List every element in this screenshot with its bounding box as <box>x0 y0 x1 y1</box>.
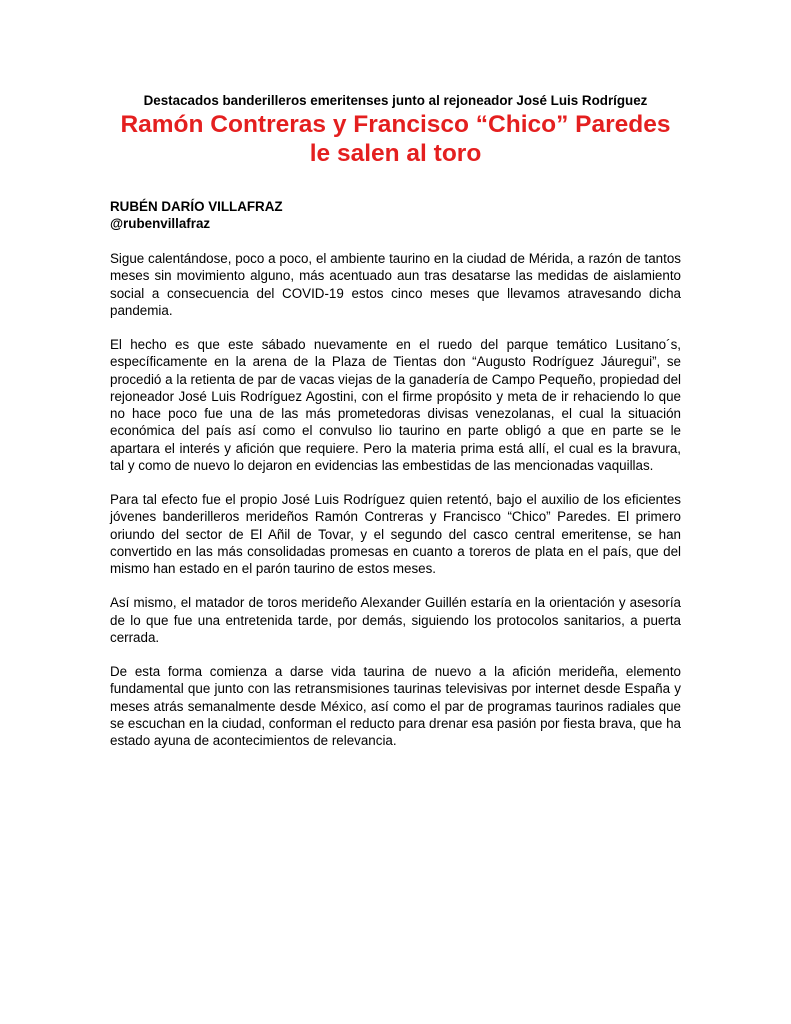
author-name: RUBÉN DARÍO VILLAFRAZ <box>110 199 283 214</box>
body-paragraph: Sigue calentándose, poco a poco, el ambiente taurino en la ciudad de Mérida, a razón de tantos meses sin movimiento alguno, más acentuado aun tras desatarse las medidas de aislamiento social a consecuencia del COVID-19 estos cinco meses que llevamos atravesando dicha pandemia. <box>110 251 681 318</box>
article-kicker: Destacados banderilleros emeritenses junto al rejoneador José Luis Rodríguez <box>143 93 648 108</box>
article-headline: Ramón Contreras y Francisco “Chico” Paredes le salen al toro <box>120 111 671 167</box>
body-paragraph: El hecho es que este sábado nuevamente en el ruedo del parque temático Lusitano´s, específicamente en la arena de la Plaza de Tientas don “Augusto Rodríguez Jáuregui”, se procedió a la retienta de par de vacas viejas de la ganadería de Campo Pequeño, propiedad del rejoneador José Luis Rodríguez Agostini, con el firme propósito y meta de ir rehaciendo lo que no hace poco fue una de las más prometedoras divisas venezolanas, el cual la situación económica del país así como el convulso lio taurino en parte obligó a que en parte se le apartara el interés y afición que requiere. Pero la materia prima está allí, el cual es la bravura, tal y como de nuevo lo dejaron en evidencias las embestidas de las mencionadas vaquillas. <box>110 337 681 473</box>
article-body <box>110 250 681 749</box>
body-paragraph: Para tal efecto fue el propio José Luis Rodríguez quien retentó, bajo el auxilio de los eficientes jóvenes banderilleros merideños Ramón Contreras y Francisco “Chico” Paredes. El primero oriundo del sector de El Añil de Tovar, y el segundo del casco central emeritense, se han convertido en las más consolidadas promesas en cuanto a toreros de plata en el país, que del mismo han estado en el parón taurino de estos meses. <box>110 492 681 576</box>
body-paragraph: Así mismo, el matador de toros merideño Alexander Guillén estaría en la orientación y asesoría de lo que fue una entretenida tarde, por demás, siguiendo los protocolos sanitarios, a puerta cerrada. <box>110 595 681 645</box>
author-handle: @rubenvillafraz <box>110 216 211 231</box>
article <box>110 92 681 766</box>
body-paragraph: De esta forma comienza a darse vida taurina de nuevo a la afición merideña, elemento fundamental que junto con las retransmisiones taurinas televisivas por internet desde España y meses atrás semanalmente desde México, así como el par de programas taurinos radiales que se escuchan en la ciudad, conforman el reducto para drenar esa pasión por fiesta brava, que ha estado ayuna de acontecimientos de relevancia. <box>110 664 681 748</box>
byline <box>110 198 681 232</box>
